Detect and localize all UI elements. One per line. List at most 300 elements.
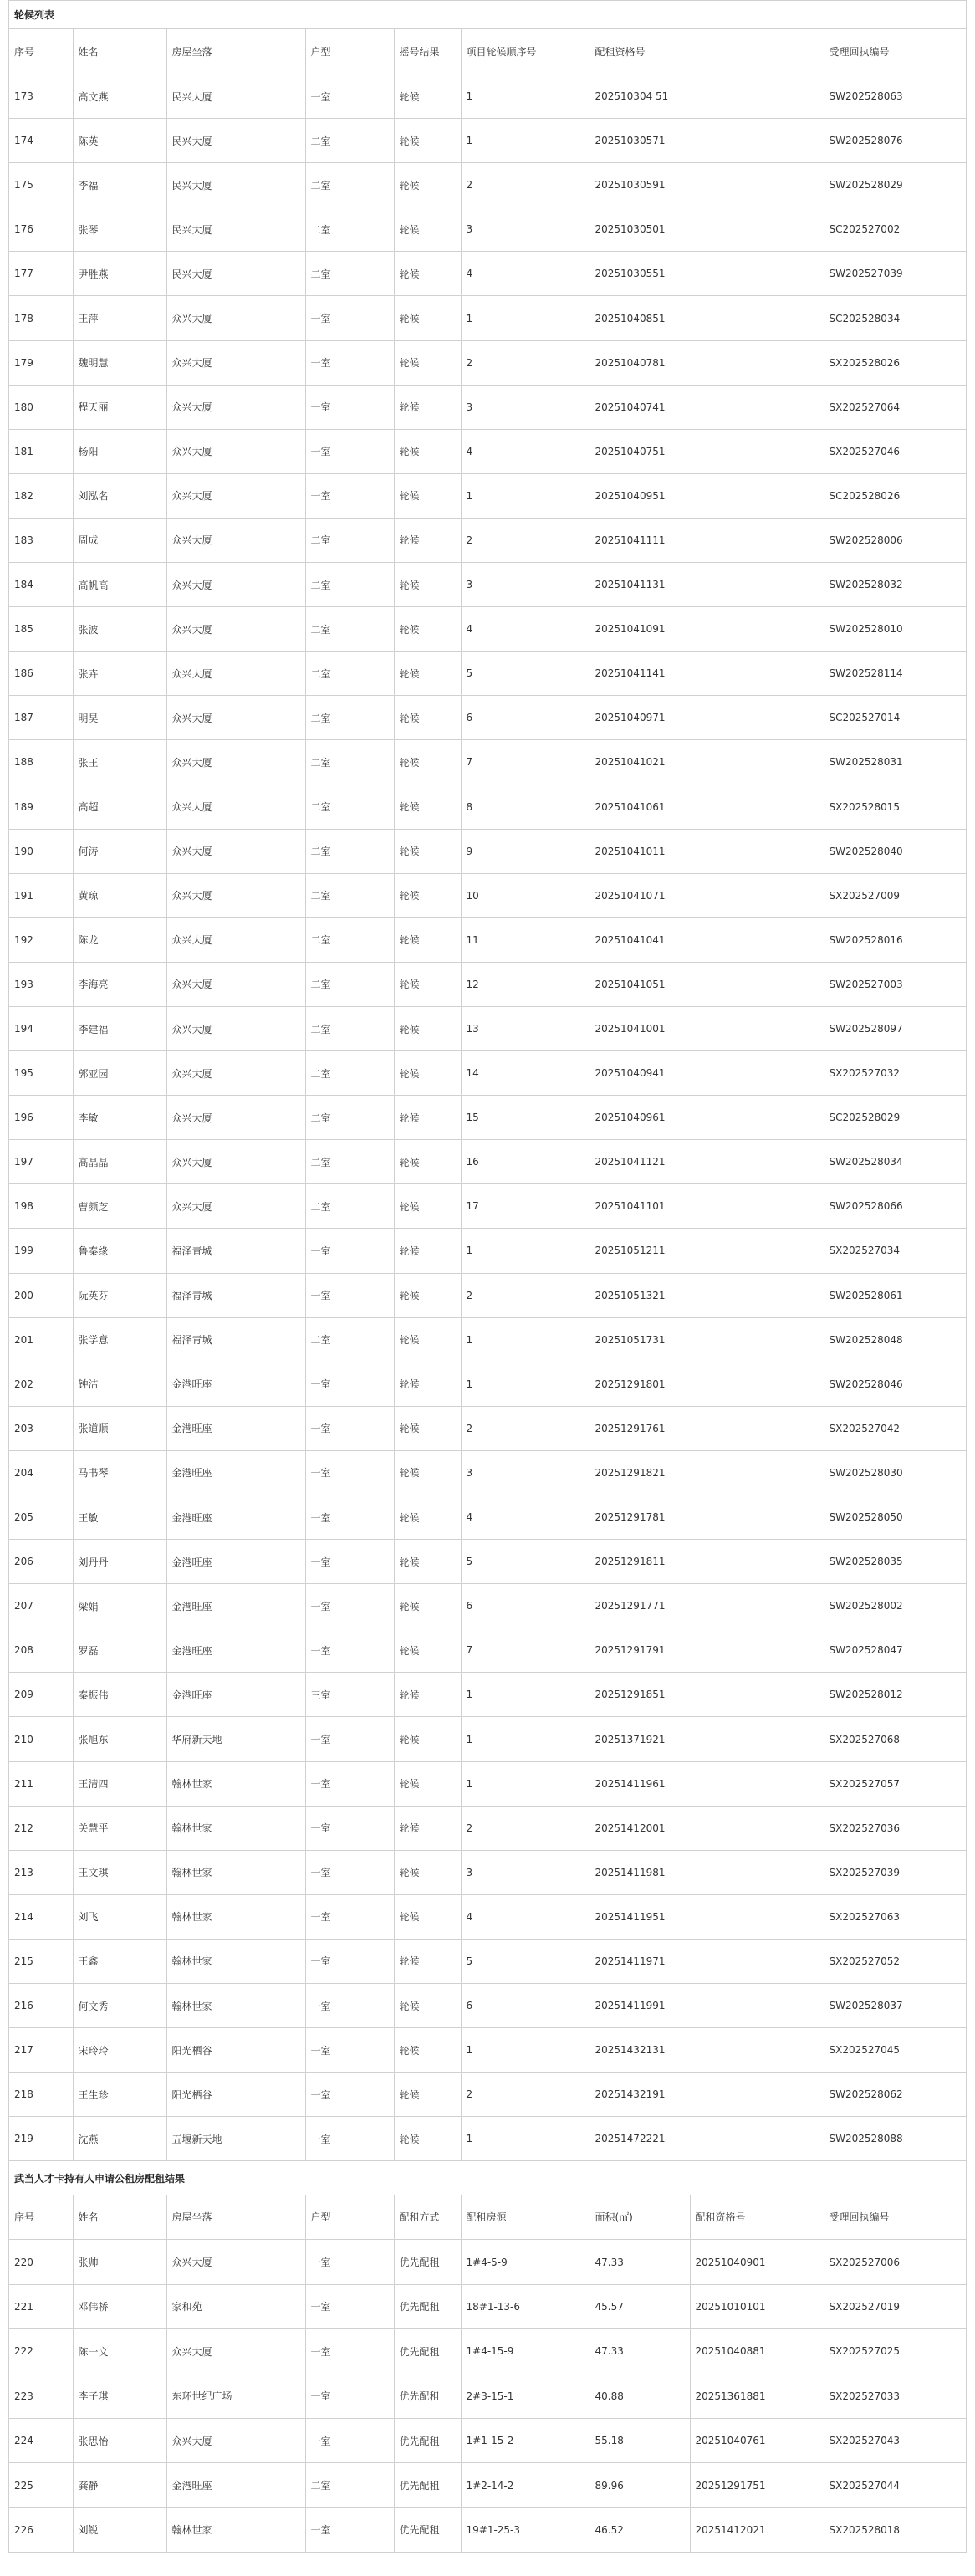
table-cell: 钟洁 (73, 1362, 166, 1406)
table-cell: 7 (461, 740, 590, 785)
table-cell: 一室 (305, 2374, 394, 2418)
table-cell: 王文琪 (73, 1850, 166, 1894)
table-cell: 一室 (305, 2284, 394, 2328)
table-cell: 秦振伟 (73, 1673, 166, 1717)
table-cell: 轮候 (394, 385, 461, 429)
table-cell: 185 (9, 607, 73, 652)
table-cell: 224 (9, 2418, 73, 2462)
table-cell: 219 (9, 2117, 73, 2161)
table-cell: 213 (9, 1850, 73, 1894)
table-cell: 178 (9, 296, 73, 340)
table-cell: SW202528031 (824, 740, 966, 785)
table-cell: 轮候 (394, 119, 461, 163)
table-cell: 二室 (305, 518, 394, 562)
table-cell: SW202528030 (824, 1450, 966, 1495)
table-row (9, 2284, 966, 2328)
table-cell: 张琴 (73, 207, 166, 252)
table-cell: 轮候 (394, 740, 461, 785)
table-cell: SW202528063 (824, 74, 966, 119)
table-cell: 优先配租 (394, 2463, 461, 2507)
table-cell: 222 (9, 2329, 73, 2374)
table-row (9, 2463, 966, 2507)
table-cell: 一室 (305, 1584, 394, 1628)
table-cell: 199 (9, 1229, 73, 1273)
table-cell: 216 (9, 1984, 73, 2028)
table-cell: SW202528010 (824, 607, 966, 652)
table-cell: SX202527006 (824, 2240, 966, 2284)
table-cell: 2 (461, 1273, 590, 1317)
table-cell: SW202528002 (824, 1584, 966, 1628)
table-cell: SC202528026 (824, 473, 966, 518)
table-cell: 众兴大厦 (166, 2418, 305, 2462)
table-cell: 198 (9, 1184, 73, 1229)
table-cell: 轮候 (394, 962, 461, 1006)
table-cell: 二室 (305, 829, 394, 873)
table-cell: SW202528035 (824, 1540, 966, 1584)
table-cell: 高超 (73, 785, 166, 829)
table-cell: 一室 (305, 1717, 394, 1761)
table-cell: SW202527003 (824, 962, 966, 1006)
table-cell: SX202527046 (824, 429, 966, 473)
table-cell: 200 (9, 1273, 73, 1317)
table-cell: SX202528026 (824, 340, 966, 385)
table-cell: 二室 (305, 607, 394, 652)
table-cell: SW202528047 (824, 1628, 966, 1673)
table-cell: 20251040881 (690, 2329, 824, 2374)
table-cell: 205 (9, 1495, 73, 1540)
table-cell: 214 (9, 1894, 73, 1939)
table-cell: 177 (9, 252, 73, 296)
table-cell: 一室 (305, 2240, 394, 2284)
table-cell: 20251041041 (590, 917, 824, 962)
column-header: 序号 (9, 29, 73, 74)
table-cell: 1 (461, 2117, 590, 2161)
document-container (8, 0, 967, 2553)
table-cell: 二室 (305, 1140, 394, 1184)
table-cell: 轮候 (394, 252, 461, 296)
table-cell: SX202527009 (824, 873, 966, 917)
table-cell: 金港旺座 (166, 1495, 305, 1540)
table-cell: 众兴大厦 (166, 296, 305, 340)
table-cell: 3 (461, 1450, 590, 1495)
table-cell: 182 (9, 473, 73, 518)
table-row (9, 607, 966, 652)
table-cell: 20251041111 (590, 518, 824, 562)
table-cell: 6 (461, 696, 590, 740)
table-cell: 众兴大厦 (166, 2329, 305, 2374)
table-cell: 184 (9, 563, 73, 607)
table-cell: 20251411981 (590, 1850, 824, 1894)
table-row (9, 696, 966, 740)
table-cell: 1#1-15-2 (461, 2418, 590, 2462)
table-cell: 40.88 (590, 2374, 690, 2418)
table-cell: 众兴大厦 (166, 1096, 305, 1140)
table-cell: 4 (461, 1894, 590, 1939)
table-cell: 轮候 (394, 1628, 461, 1673)
table-cell: 4 (461, 1495, 590, 1540)
table-cell: 191 (9, 873, 73, 917)
table-cell: 郭亚园 (73, 1051, 166, 1096)
table-cell: 1 (461, 473, 590, 518)
table-cell: 20251040961 (590, 1096, 824, 1140)
table-cell: 二室 (305, 163, 394, 207)
table-row (9, 429, 966, 473)
table-row (9, 1406, 966, 1450)
table-cell: 何文秀 (73, 1984, 166, 2028)
table-cell: 20251040951 (590, 473, 824, 518)
table-cell: 20251030591 (590, 163, 824, 207)
table-cell: 4 (461, 252, 590, 296)
table-cell: 187 (9, 696, 73, 740)
table-cell: 张卉 (73, 652, 166, 696)
table-cell: 翰林世家 (166, 1806, 305, 1850)
table-row (9, 1939, 966, 1983)
table-header-row (9, 2195, 966, 2240)
table-cell: 20251041071 (590, 873, 824, 917)
table-cell: 1 (461, 1362, 590, 1406)
table-cell: 20251041131 (590, 563, 824, 607)
table-cell: 一室 (305, 1628, 394, 1673)
table-cell: SC202527002 (824, 207, 966, 252)
table-cell: SW202528012 (824, 1673, 966, 1717)
table-cell: 众兴大厦 (166, 1140, 305, 1184)
table-cell: 金港旺座 (166, 1584, 305, 1628)
table-cell: 208 (9, 1628, 73, 1673)
column-header: 户型 (305, 29, 394, 74)
table-row (9, 1628, 966, 1673)
table-cell: 轮候 (394, 473, 461, 518)
table-cell: 金港旺座 (166, 2463, 305, 2507)
table-cell: 47.33 (590, 2329, 690, 2374)
table-cell: SX202527045 (824, 2028, 966, 2073)
table-cell: 4 (461, 429, 590, 473)
table-cell: 轮候 (394, 1229, 461, 1273)
table-cell: 轮候 (394, 1584, 461, 1628)
table-cell: 20251371921 (590, 1717, 824, 1761)
table-cell: 福泽青城 (166, 1273, 305, 1317)
table-cell: 轮候 (394, 917, 461, 962)
table-cell: 20251030551 (590, 252, 824, 296)
table-cell: 民兴大厦 (166, 74, 305, 119)
table-cell: 二室 (305, 785, 394, 829)
table-cell: 一室 (305, 1984, 394, 2028)
table-cell: 二室 (305, 2463, 394, 2507)
table-cell: 20251432131 (590, 2028, 824, 2073)
table-cell: 李建福 (73, 1006, 166, 1050)
table-cell: 翰林世家 (166, 1984, 305, 2028)
table-cell: 15 (461, 1096, 590, 1140)
table-cell: 一室 (305, 385, 394, 429)
table-cell: 17 (461, 1184, 590, 1229)
table-cell: 226 (9, 2507, 73, 2552)
table-cell: 20251291771 (590, 1584, 824, 1628)
table-row (9, 518, 966, 562)
table-cell: 二室 (305, 740, 394, 785)
table-cell: 轮候 (394, 74, 461, 119)
table-cell: 174 (9, 119, 73, 163)
table-cell: 183 (9, 518, 73, 562)
table-cell: 三室 (305, 1673, 394, 1717)
table-cell: 20251051211 (590, 1229, 824, 1273)
table-cell: 218 (9, 2073, 73, 2117)
table-cell: 轮候 (394, 1984, 461, 2028)
table-cell: 王敏 (73, 1495, 166, 1540)
table-cell: 20251040781 (590, 340, 824, 385)
table-cell: 一室 (305, 429, 394, 473)
table-cell: 20251040941 (590, 1051, 824, 1096)
table-cell: 1 (461, 1229, 590, 1273)
table-cell: 民兴大厦 (166, 163, 305, 207)
table-cell: 173 (9, 74, 73, 119)
table-cell: 李福 (73, 163, 166, 207)
table-cell: 众兴大厦 (166, 429, 305, 473)
table-row (9, 340, 966, 385)
table-cell: 金港旺座 (166, 1673, 305, 1717)
table-cell: 众兴大厦 (166, 518, 305, 562)
table-cell: 20251361881 (690, 2374, 824, 2418)
table-cell: 212 (9, 1806, 73, 1850)
table-cell: 195 (9, 1051, 73, 1096)
table-row (9, 1717, 966, 1761)
table-cell: SX202527039 (824, 1850, 966, 1894)
table-cell: 优先配租 (394, 2507, 461, 2552)
table-cell: 翰林世家 (166, 1939, 305, 1983)
table-cell: 民兴大厦 (166, 119, 305, 163)
table-row (9, 207, 966, 252)
table-cell: 优先配租 (394, 2418, 461, 2462)
table-cell: 1 (461, 1761, 590, 1806)
table-cell: 221 (9, 2284, 73, 2328)
table-cell: 五堰新天地 (166, 2117, 305, 2161)
table-row (9, 652, 966, 696)
column-header: 序号 (9, 2195, 73, 2240)
table-cell: 20251291761 (590, 1406, 824, 1450)
column-header: 配租资格号 (690, 2195, 824, 2240)
table-cell: 7 (461, 1628, 590, 1673)
table-cell: 20251041011 (590, 829, 824, 873)
table-row (9, 2507, 966, 2552)
table-row (9, 74, 966, 119)
table-cell: 轮候 (394, 1006, 461, 1050)
table-cell: 一室 (305, 340, 394, 385)
table-cell: SW202528046 (824, 1362, 966, 1406)
table-cell: 刘丹丹 (73, 1540, 166, 1584)
table-cell: 1 (461, 1673, 590, 1717)
table-cell: 204 (9, 1450, 73, 1495)
table-cell: 高帆高 (73, 563, 166, 607)
table-cell: 梁娟 (73, 1584, 166, 1628)
table-cell: SX202527044 (824, 2463, 966, 2507)
column-header: 面积(㎡) (590, 2195, 690, 2240)
table-cell: 东环世纪广场 (166, 2374, 305, 2418)
waitlist-table (9, 29, 966, 2161)
table-cell: 金港旺座 (166, 1406, 305, 1450)
table-cell: 211 (9, 1761, 73, 1806)
table-cell: 20251432191 (590, 2073, 824, 2117)
table-cell: SX202527042 (824, 1406, 966, 1450)
table-cell: 翰林世家 (166, 1850, 305, 1894)
table-cell: 20251051731 (590, 1317, 824, 1362)
table-cell: 阳光栖谷 (166, 2028, 305, 2073)
table-cell: 一室 (305, 2117, 394, 2161)
table-cell: 6 (461, 1984, 590, 2028)
table-cell: 3 (461, 207, 590, 252)
table-cell: 二室 (305, 1184, 394, 1229)
table-cell: SX202527068 (824, 1717, 966, 1761)
table-cell: 众兴大厦 (166, 652, 305, 696)
table-cell: 1 (461, 296, 590, 340)
table-cell: 黄琼 (73, 873, 166, 917)
table-cell: 福泽青城 (166, 1317, 305, 1362)
table-cell: 20251010101 (690, 2284, 824, 2328)
table-cell: 20251040761 (690, 2418, 824, 2462)
table-row (9, 2418, 966, 2462)
table-cell: 194 (9, 1006, 73, 1050)
table-cell: 16 (461, 1140, 590, 1184)
table-cell: 一室 (305, 1540, 394, 1584)
table-cell: 20251030571 (590, 119, 824, 163)
table-cell: 20251040741 (590, 385, 824, 429)
table-cell: 二室 (305, 207, 394, 252)
table-cell: 89.96 (590, 2463, 690, 2507)
table-cell: 优先配租 (394, 2284, 461, 2328)
table-cell: SX202527064 (824, 385, 966, 429)
table-cell: 3 (461, 563, 590, 607)
table-row (9, 1317, 966, 1362)
table-cell: 轮候 (394, 1317, 461, 1362)
table-cell: 一室 (305, 1229, 394, 1273)
table-cell: 众兴大厦 (166, 1051, 305, 1096)
table-cell: 20251051321 (590, 1273, 824, 1317)
section-title-talent-card: 武当人才卡持有人申请公租房配租结果 (9, 2161, 966, 2195)
table-cell: 家和苑 (166, 2284, 305, 2328)
table-row (9, 2073, 966, 2117)
table-cell: 张旭东 (73, 1717, 166, 1761)
table-row (9, 1540, 966, 1584)
table-cell: 223 (9, 2374, 73, 2418)
table-cell: SX202527034 (824, 1229, 966, 1273)
table-cell: SX202527043 (824, 2418, 966, 2462)
table-cell: 225 (9, 2463, 73, 2507)
table-cell: SX202527019 (824, 2284, 966, 2328)
column-header: 配租方式 (394, 2195, 461, 2240)
table-cell: 众兴大厦 (166, 696, 305, 740)
table-row (9, 473, 966, 518)
table-cell: 20251412001 (590, 1806, 824, 1850)
table-cell: 10 (461, 873, 590, 917)
table-cell: 周成 (73, 518, 166, 562)
table-cell: 金港旺座 (166, 1362, 305, 1406)
table-row (9, 1584, 966, 1628)
table-cell: 众兴大厦 (166, 829, 305, 873)
table-cell: 180 (9, 385, 73, 429)
table-cell: 二室 (305, 696, 394, 740)
table-row (9, 1984, 966, 2028)
table-cell: 众兴大厦 (166, 1006, 305, 1050)
table-row (9, 1450, 966, 1495)
table-cell: 2 (461, 518, 590, 562)
table-cell: 民兴大厦 (166, 252, 305, 296)
table-cell: 197 (9, 1140, 73, 1184)
table-cell: SX202527052 (824, 1939, 966, 1983)
table-cell: 华府新天地 (166, 1717, 305, 1761)
table-cell: 众兴大厦 (166, 785, 305, 829)
table-cell: 轮候 (394, 696, 461, 740)
table-cell: 轮候 (394, 873, 461, 917)
table-cell: SX202527032 (824, 1051, 966, 1096)
table-cell: 轮候 (394, 340, 461, 385)
table-row (9, 1096, 966, 1140)
table-cell: 优先配租 (394, 2374, 461, 2418)
column-header: 受理回执编号 (824, 2195, 966, 2240)
table-cell: 一室 (305, 2507, 394, 2552)
table-row (9, 1273, 966, 1317)
table-cell: 2 (461, 1406, 590, 1450)
table-cell: 宋玲玲 (73, 2028, 166, 2073)
table-cell: 轮候 (394, 207, 461, 252)
table-row (9, 917, 966, 962)
table-cell: 民兴大厦 (166, 207, 305, 252)
column-header: 姓名 (73, 2195, 166, 2240)
table-cell: 20251411951 (590, 1894, 824, 1939)
table-cell: 二室 (305, 119, 394, 163)
table-cell: 李海亮 (73, 962, 166, 1006)
table-cell: 209 (9, 1673, 73, 1717)
table-cell: 46.52 (590, 2507, 690, 2552)
table-cell: SW202528076 (824, 119, 966, 163)
table-cell: SC202528029 (824, 1096, 966, 1140)
table-cell: 优先配租 (394, 2240, 461, 2284)
table-cell: 众兴大厦 (166, 563, 305, 607)
table-cell: SW202528066 (824, 1184, 966, 1229)
table-cell: 20251411971 (590, 1939, 824, 1983)
table-cell: 龚静 (73, 2463, 166, 2507)
table-cell: SC202527014 (824, 696, 966, 740)
table-cell: 1#4-5-9 (461, 2240, 590, 2284)
table-cell: 轮候 (394, 1850, 461, 1894)
table-cell: 阳光栖谷 (166, 2073, 305, 2117)
table-cell: SW202528034 (824, 1140, 966, 1184)
table-cell: 5 (461, 1540, 590, 1584)
table-cell: 20251041061 (590, 785, 824, 829)
table-cell: 二室 (305, 962, 394, 1006)
table-cell: 196 (9, 1096, 73, 1140)
table-cell: 20251030501 (590, 207, 824, 252)
table-cell: 20251040751 (590, 429, 824, 473)
table-row (9, 1006, 966, 1050)
table-cell: SW202528114 (824, 652, 966, 696)
table-cell: 一室 (305, 473, 394, 518)
section-title-waitlist: 轮候列表 (9, 1, 966, 29)
table-row (9, 1362, 966, 1406)
table-cell: 福泽青城 (166, 1229, 305, 1273)
table-cell: 193 (9, 962, 73, 1006)
table-cell: 45.57 (590, 2284, 690, 2328)
table-cell: 二室 (305, 252, 394, 296)
table-cell: 王生珍 (73, 2073, 166, 2117)
table-cell: 220 (9, 2240, 73, 2284)
table-cell: 20251411961 (590, 1761, 824, 1806)
table-cell: 一室 (305, 1406, 394, 1450)
table-row (9, 873, 966, 917)
table-cell: 张帅 (73, 2240, 166, 2284)
table-row (9, 785, 966, 829)
table-cell: 2 (461, 340, 590, 385)
table-cell: 3 (461, 1850, 590, 1894)
table-cell: SX202527057 (824, 1761, 966, 1806)
table-cell: 20251041051 (590, 962, 824, 1006)
table-cell: SX202527036 (824, 1806, 966, 1850)
